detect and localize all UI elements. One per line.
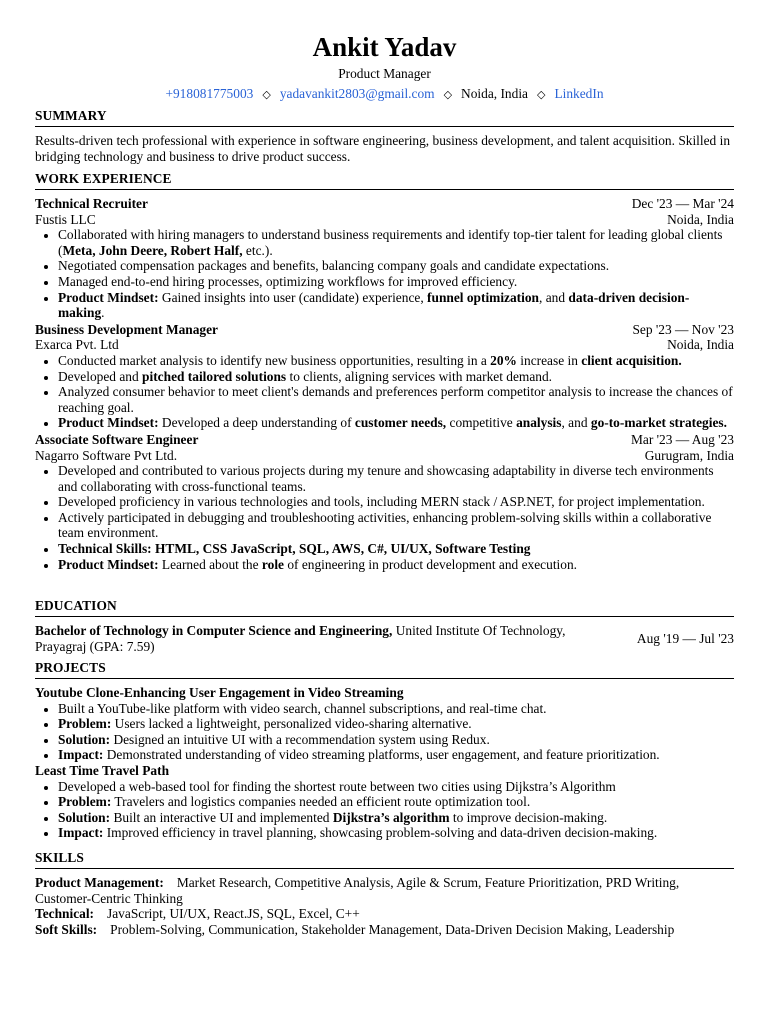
bold-text: Dijkstra’s algorithm [332,809,450,825]
bold-text: Solution: [58,731,111,747]
candidate-name: Ankit Yadav [312,32,457,62]
text-run: Developed a deep understanding of [158,415,355,431]
job-location: Noida, India [667,337,734,353]
skill-value: Market Research, Competitive Analysis, Agile & Scrum, Feature Prioritization, PRD Writing, Customer-Centric Thinking [35,875,680,906]
summary-section [35,108,734,164]
text-run: Conducted market analysis to identify new business opportunities, resulting in a [58,352,491,368]
project-entry [35,763,734,841]
bold-text: client acquisition. [581,352,682,368]
job-entry [35,432,734,572]
bullet-item [58,810,734,826]
bold-text: Meta, John Deere, Robert Half, [62,242,243,258]
text-run: Developed a web-based tool for finding the shortest route between two cities using Dijkstra’s Algorithm [58,778,616,794]
section-heading: PROJECTS [35,660,734,679]
skill-value: Problem-Solving, Communication, Stakeholder Management, Data-Driven Decision Making, Leadership [110,921,675,937]
section-heading: EDUCATION [35,598,734,617]
bold-text: Problem: [58,716,112,732]
bullet-item [58,463,734,494]
text-run: Analyzed consumer behavior to meet client's demands and preferences perform competitor analysis to increase the chances of reaching goal. [58,384,733,415]
bullet-item [58,415,734,431]
section-heading: SKILLS [35,850,734,869]
bullet-list [35,463,734,572]
bullet-list [35,353,734,431]
bullet-item [58,227,734,258]
job-title: Associate Software Engineer [35,431,199,447]
project-title: Youtube Clone-Enhancing User Engagement in Video Streaming [35,685,404,700]
bullet-list [35,701,734,763]
phone-link[interactable]: +918081775003 [165,86,254,101]
job-company-row [35,337,734,353]
company-name: Fustis LLC [35,211,96,227]
bullet-item [58,794,734,810]
bullet-item [58,274,734,290]
jobs-list [35,196,734,572]
bullet-item [58,510,734,541]
bold-text: analysis [516,415,562,431]
job-company-row [35,448,734,464]
job-dates: Sep '23 — Nov '23 [632,321,734,337]
skill-line [35,922,734,938]
company-name: Exarca Pvt. Ltd [35,337,119,353]
project-title: Least Time Travel Path [35,762,170,778]
job-title: Business Development Manager [35,321,218,337]
skill-value: JavaScript, UI/UX, React.JS, SQL, Excel, C++ [107,906,360,922]
skill-line [35,875,734,906]
bullet-list [35,227,734,321]
bullet-list [35,779,734,841]
text-run: Travelers and logistics companies needed an efficient route optimization tool. [111,794,531,810]
text-run: , and [539,289,569,305]
text-run: Gained insights into user (candidate) experience, [158,289,428,305]
skills-list [35,875,734,937]
bullet-item [58,258,734,274]
bold-text: pitched tailored solutions [142,368,287,384]
bullet-item [58,353,734,369]
bullet-item [58,557,734,573]
bullet-item [58,825,734,841]
bold-text: Impact: [58,825,104,841]
institution-name: United Institute Of Technology, Prayagraj (GPA: 7.59) [35,623,566,654]
text-run: Learned about the [158,556,262,572]
text-run: Collaborated with hiring managers to understand business requirements and identify top-tier talent for leading global clients ( [58,227,723,258]
text-run: competitive [446,415,517,431]
skill-label: Soft Skills: [35,921,98,937]
bold-text: Technical Skills: HTML, CSS JavaScript, SQL, AWS, C#, UI/UX, Software Testing [58,541,531,557]
text-run: Designed an intuitive UI with a recommendation system using Redux. [110,731,490,747]
contact-line [35,86,734,104]
company-name: Nagarro Software Pvt Ltd. [35,447,178,463]
text-run: Managed end-to-end hiring processes, optimizing workflows for improved efficiency. [58,273,518,289]
bold-text: 20% [490,352,517,368]
text-run: Built a YouTube-like platform with video search, channel subscriptions, and real-time chat. [58,700,547,716]
text-run: Developed and [58,368,143,384]
bold-text: funnel optimization [427,289,540,305]
bold-text: data-driven decision-making [58,289,690,321]
job-dates: Dec '23 — Mar '24 [631,196,734,211]
education-dates: Aug '19 — Jul '23 [636,630,734,646]
education-details [35,623,595,654]
text-run: to improve decision-making. [449,809,608,825]
bold-text: Product Mindset: [58,289,159,305]
skill-label: Product Management: [35,875,164,890]
linkedin-link[interactable]: LinkedIn [554,86,604,101]
bullet-item [58,716,734,732]
job-company-row [35,212,734,228]
candidate-role: Product Manager [338,66,431,81]
diamond-separator-icon: ◇ [262,89,271,101]
bold-text: Problem: [58,794,112,810]
text-run: Improved efficiency in travel planning, showcasing problem-solving and data-driven decision-making. [103,825,658,841]
text-run: etc.). [242,242,273,258]
text-run: Negotiated compensation packages and benefits, balancing company goals and candidate expectations. [58,258,610,274]
job-dates: Mar '23 — Aug '23 [630,431,734,447]
text-run: . [101,305,105,321]
text-run: , and [561,415,591,431]
summary-text: Results-driven tech professional with experience in software engineering, business development, and talent acquisition. Skilled in bridging technology and business to drive product success. [35,133,731,164]
job-header-row [35,432,734,448]
bold-text: customer needs, [354,415,447,431]
job-location: Gurugram, India [644,447,734,463]
bullet-item [58,779,734,795]
bold-text: Impact: [58,747,104,763]
section-heading: SUMMARY [35,108,734,127]
job-title: Technical Recruiter [35,196,148,211]
bold-text: role [261,556,284,572]
section-heading: WORK EXPERIENCE [35,171,734,190]
bullet-item [58,494,734,510]
job-header-row [35,196,734,212]
degree-name: Bachelor of Technology in Computer Science and Engineering, [35,623,393,638]
job-entry [35,196,734,321]
job-header-row [35,322,734,338]
bullet-item [58,369,734,385]
text-run: to clients, aligning services with market demand. [286,368,553,384]
bullet-item [58,701,734,717]
bold-text: go-to-market strategies. [590,415,727,431]
bullet-item [58,747,734,763]
text-run: Actively participated in debugging and troubleshooting activities, enhancing problem-solving skills within a collaborative team environment. [58,509,712,541]
skill-line [35,906,734,922]
skill-label: Technical: [35,906,95,922]
text-run: increase in [516,352,582,368]
diamond-separator-icon: ◇ [536,89,546,101]
bullet-item [58,541,734,557]
bold-text: Solution: [58,809,111,825]
bullet-item [58,290,734,321]
text-run: Demonstrated understanding of video streaming platforms, user engagement, and feature prioritization. [103,747,660,763]
education-entry [35,623,734,654]
location-text: Noida, India [461,86,528,101]
work-experience-section [35,171,734,573]
bullet-item [58,384,734,415]
diamond-separator-icon: ◇ [443,89,453,101]
projects-list [35,685,734,841]
skills-section [35,850,734,937]
text-run: Users lacked a lightweight, personalized video-sharing alternative. [111,716,472,732]
education-section [35,598,734,654]
text-run: of engineering in product development and execution. [283,556,577,572]
bullet-item [58,732,734,748]
text-run: Built an interactive UI and implemented [110,809,333,825]
projects-section [35,660,734,841]
text-run: Developed and contributed to various projects during my tenure and showcasing adaptability in diverse tech environments and collaborating with cross-functional teams. [58,463,714,494]
job-entry [35,322,734,431]
project-entry [35,685,734,763]
job-location: Noida, India [667,211,734,227]
email-link[interactable]: yadavankit2803@gmail.com [279,86,435,101]
bold-text: Product Mindset: [58,415,159,431]
bold-text: Product Mindset: [58,556,159,572]
text-run: Developed proficiency in various technologies and tools, including MERN stack / ASP.NET, for project implementation. [58,494,705,510]
